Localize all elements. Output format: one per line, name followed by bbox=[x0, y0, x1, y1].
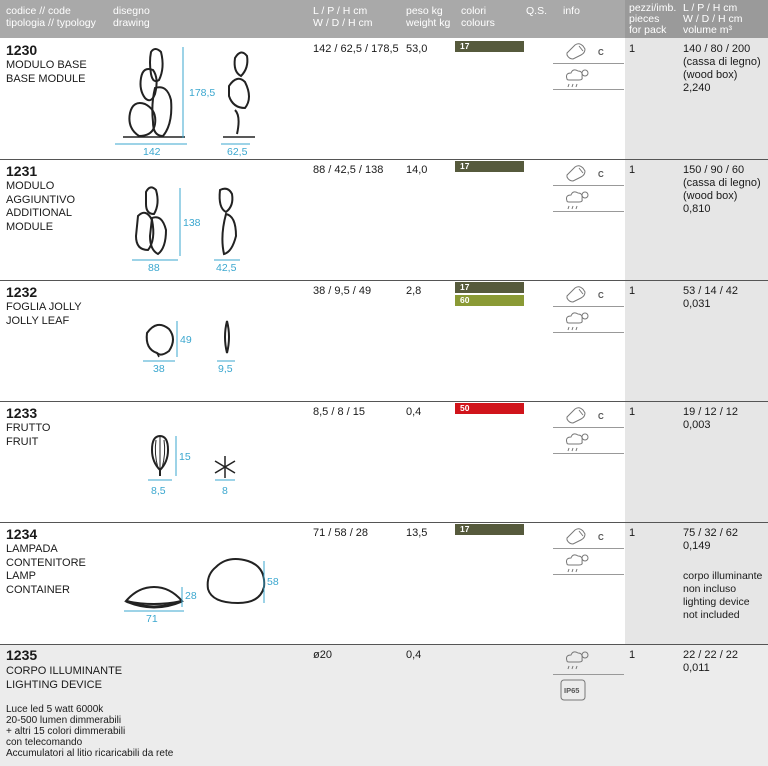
table-row bbox=[0, 38, 768, 160]
info-weather bbox=[553, 549, 624, 575]
product-weight: 53,0 bbox=[406, 43, 428, 55]
drawing-width-label: 142 bbox=[143, 146, 161, 158]
info-letter: C bbox=[598, 412, 604, 421]
info-cable bbox=[553, 402, 624, 428]
drawing-depth-label: 42,5 bbox=[216, 262, 237, 274]
header-box: L / P / H cm W / D / H cm volume m³ bbox=[683, 2, 743, 36]
cable-icon bbox=[553, 38, 624, 64]
drawing-fruit bbox=[140, 432, 250, 502]
product-weight: 0,4 bbox=[406, 406, 422, 418]
product-code: 1232 bbox=[6, 284, 38, 300]
drawing-width-label: 88 bbox=[148, 262, 160, 274]
outdoor-weather-icon bbox=[553, 307, 624, 333]
color-swatch: 17 bbox=[455, 161, 524, 172]
drawing-height-label: 138 bbox=[183, 217, 201, 229]
drawing-additional-module bbox=[120, 180, 260, 275]
info-letter: C bbox=[598, 48, 604, 57]
box-dims: 75 / 32 / 62 0,149 bbox=[683, 527, 739, 552]
color-swatch: 17 bbox=[455, 524, 524, 535]
header-dims: L / P / H cm W / D / H cm bbox=[313, 5, 373, 29]
product-weight: 0,4 bbox=[406, 649, 422, 661]
product-dims: 142 / 62,5 / 178,5 bbox=[313, 43, 399, 55]
info-weather bbox=[553, 645, 624, 675]
drawing-height-label: 49 bbox=[180, 334, 192, 346]
header-weight: peso kg weight kg bbox=[406, 5, 451, 29]
info-cable bbox=[553, 38, 624, 64]
product-dims: 8,5 / 8 / 15 bbox=[313, 406, 365, 418]
product-code: 1235 bbox=[6, 647, 38, 663]
cable-icon bbox=[553, 160, 624, 186]
cable-icon bbox=[553, 402, 624, 428]
ip-label: IP65 bbox=[564, 686, 580, 695]
box-dims: 150 / 90 / 60 (cassa di legno) (wood box) 0,810 bbox=[683, 164, 761, 215]
table-row bbox=[0, 160, 768, 281]
header-code: codice // code tipologia // typology bbox=[6, 5, 96, 29]
header-colours: colori colours bbox=[461, 5, 495, 29]
lighting-note: corpo illuminante non incluso lighting device not included bbox=[683, 570, 763, 621]
table-row bbox=[0, 402, 768, 523]
product-code: 1233 bbox=[6, 405, 38, 421]
info-weather bbox=[553, 307, 624, 333]
info-cable bbox=[553, 523, 624, 549]
cable-icon bbox=[553, 523, 624, 549]
info-weather bbox=[553, 64, 624, 90]
product-name: FOGLIA JOLLY JOLLY LEAF bbox=[6, 301, 82, 327]
color-swatch: 60 bbox=[455, 295, 524, 306]
info-weather bbox=[553, 186, 624, 212]
ip65-icon bbox=[553, 675, 624, 707]
product-name: MODULO AGGIUNTIVO ADDITIONAL MODULE bbox=[6, 180, 76, 233]
table-row bbox=[0, 281, 768, 402]
pack-count: 1 bbox=[629, 406, 636, 418]
header-drawing: disegno drawing bbox=[113, 5, 150, 29]
drawing-height-label: 28 bbox=[185, 590, 197, 602]
drawing-height-label: 178,5 bbox=[189, 87, 216, 99]
product-weight: 2,8 bbox=[406, 285, 422, 297]
drawing-height-label: 15 bbox=[179, 451, 191, 463]
pack-count: 1 bbox=[629, 43, 636, 55]
drawing-width-label: 38 bbox=[153, 363, 165, 375]
drawing-depth-label: 62,5 bbox=[227, 146, 248, 158]
product-name: CORPO ILLUMINANTE LIGHTING DEVICE bbox=[6, 665, 123, 691]
product-weight: 13,5 bbox=[406, 527, 428, 539]
product-dims: 71 / 58 / 28 bbox=[313, 527, 369, 539]
color-swatch: 17 bbox=[455, 41, 524, 52]
drawing-lamp-container bbox=[118, 553, 288, 625]
header-pack: pezzi/imb. pieces for pack bbox=[629, 2, 677, 36]
drawing-depth-label: 8 bbox=[222, 485, 228, 497]
pack-count: 1 bbox=[629, 649, 636, 661]
pack-count: 1 bbox=[629, 285, 636, 297]
box-dims: 19 / 12 / 12 0,003 bbox=[683, 406, 739, 431]
color-swatch: 17 bbox=[455, 282, 524, 293]
product-description: Luce led 5 watt 6000k 20-500 lumen dimmerabili + altri 15 colori dimmerabili con telecomando Accumulatori al litio ricaricabili da rete bbox=[6, 704, 174, 759]
product-dims: 88 / 42,5 / 138 bbox=[313, 164, 384, 176]
product-name: MODULO BASE BASE MODULE bbox=[6, 59, 87, 85]
drawing-width-label: 71 bbox=[146, 613, 158, 625]
info-letter: C bbox=[598, 170, 604, 179]
box-dims: 53 / 14 / 42 0,031 bbox=[683, 285, 739, 310]
info-cable bbox=[553, 160, 624, 186]
table-row bbox=[0, 523, 768, 645]
outdoor-weather-icon bbox=[553, 428, 624, 454]
product-dims: 38 / 9,5 / 49 bbox=[313, 285, 372, 297]
product-dims: ø20 bbox=[313, 649, 332, 661]
box-dims: 22 / 22 / 22 0,011 bbox=[683, 649, 739, 674]
product-code: 1231 bbox=[6, 163, 38, 179]
info-letter: C bbox=[598, 291, 604, 300]
info-letter: C bbox=[598, 533, 604, 542]
drawing-depth-label: 58 bbox=[267, 576, 279, 588]
product-code: 1234 bbox=[6, 526, 38, 542]
product-weight: 14,0 bbox=[406, 164, 428, 176]
cable-icon bbox=[553, 281, 624, 307]
drawing-depth-label: 9,5 bbox=[218, 363, 233, 375]
outdoor-weather-icon bbox=[553, 64, 624, 90]
outdoor-weather-icon bbox=[553, 645, 624, 675]
header-info: info bbox=[563, 5, 580, 17]
box-dims: 140 / 80 / 200 (cassa di legno) (wood box) 2,240 bbox=[683, 43, 761, 94]
pack-count: 1 bbox=[629, 164, 636, 176]
drawing-width-label: 8,5 bbox=[151, 485, 166, 497]
table-row bbox=[0, 645, 768, 766]
drawing-base-module bbox=[105, 38, 305, 160]
outdoor-weather-icon bbox=[553, 549, 624, 575]
product-code: 1230 bbox=[6, 42, 38, 58]
drawing-jolly-leaf bbox=[135, 317, 245, 377]
color-swatch: 50 bbox=[455, 403, 524, 414]
info-ip-rating bbox=[553, 675, 624, 707]
product-name: LAMPADA CONTENITORE LAMP CONTAINER bbox=[6, 543, 86, 596]
pack-count: 1 bbox=[629, 527, 636, 539]
info-weather bbox=[553, 428, 624, 454]
table-header bbox=[0, 0, 768, 38]
product-name: FRUTTO FRUIT bbox=[6, 422, 51, 448]
outdoor-weather-icon bbox=[553, 186, 624, 212]
info-cable bbox=[553, 281, 624, 307]
header-qs: Q.S. bbox=[526, 5, 548, 17]
